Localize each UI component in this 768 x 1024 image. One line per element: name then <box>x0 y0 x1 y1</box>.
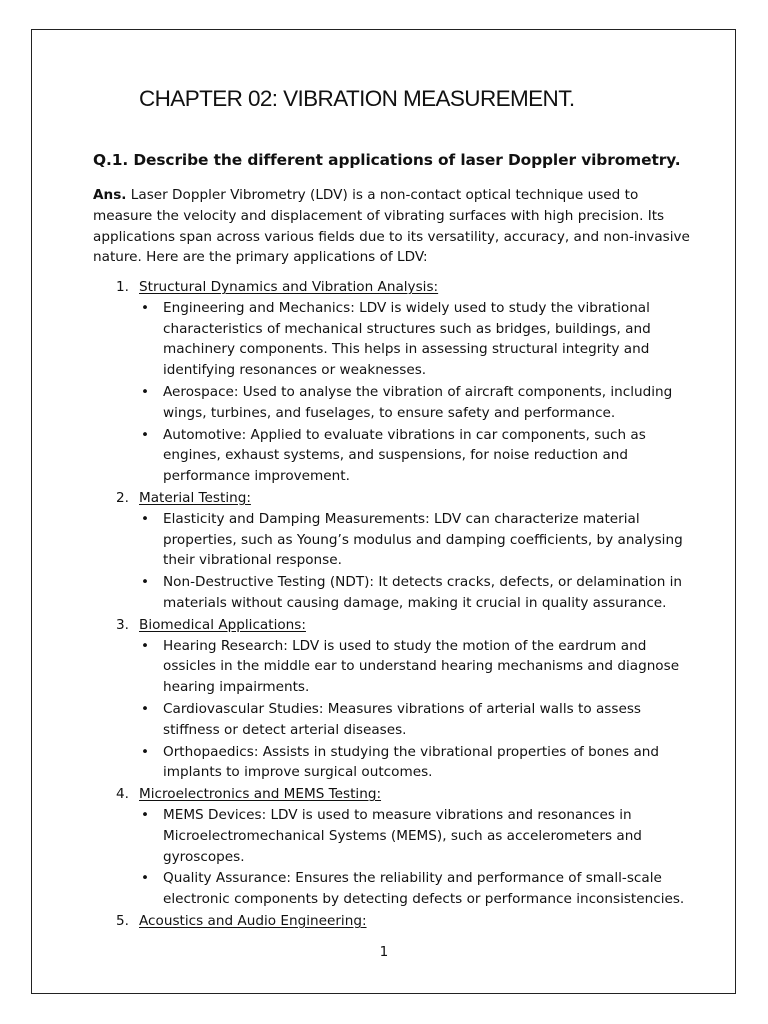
bullet-text: Elasticity and Damping Measurements: LDV can characterize material properties, such as Young’s modulus and damping coefficients, by analysing their vibrational response. <box>163 510 683 569</box>
section-title: Acoustics and Audio Engineering: <box>139 912 367 929</box>
bullet-item <box>93 636 693 698</box>
section-title: Material Testing: <box>139 489 251 506</box>
bullet-text: Quality Assurance: Ensures the reliability and performance of small-scale electronic components by detecting defects or performance inconsistencies. <box>163 870 685 908</box>
section-heading <box>93 277 693 298</box>
section-number: 5. <box>116 912 129 929</box>
bullet-dot-icon: • <box>141 806 150 823</box>
section-number: 2. <box>116 489 129 506</box>
page-number: 1 <box>379 944 389 960</box>
bullet-text: Aerospace: Used to analyse the vibration of aircraft components, including wings, turbines, and fuselages, to ensure safety and performance. <box>163 383 673 421</box>
bullet-text: Cardiovascular Studies: Measures vibrations of arterial walls to assess stiffness or detect arterial diseases. <box>163 700 641 738</box>
bullet-item <box>93 699 693 741</box>
answer-intro <box>93 185 693 268</box>
bullet-item <box>93 298 693 381</box>
question-heading: Q.1. Describe the different applications of laser Doppler vibrometry. <box>93 151 681 169</box>
bullet-text: Engineering and Mechanics: LDV is widely used to study the vibrational characteristics of mechanical structures such as bridges, buildings, and machinery components. This helps in assessing structural integrity and identifying resonances or weaknesses. <box>163 299 651 379</box>
section-heading <box>93 488 693 509</box>
section-heading <box>93 615 693 636</box>
chapter-title: CHAPTER 02: VIBRATION MEASUREMENT. <box>139 86 575 111</box>
bullet-dot-icon: • <box>141 743 150 760</box>
section-title: Microelectronics and MEMS Testing: <box>139 786 382 803</box>
section-number: 1. <box>116 279 129 295</box>
bullet-item <box>93 382 693 424</box>
bullet-item <box>93 868 693 910</box>
bullet-dot-icon: • <box>141 383 150 400</box>
bullet-text: Orthopaedics: Assists in studying the vibrational properties of bones and implants to improve surgical outcomes. <box>163 743 660 781</box>
section-heading <box>93 911 693 932</box>
bullet-item <box>93 509 693 571</box>
bullet-dot-icon: • <box>141 510 150 527</box>
section-number: 3. <box>116 616 129 633</box>
bullet-dot-icon: • <box>141 870 150 887</box>
bullet-dot-icon: • <box>141 574 150 591</box>
bullet-item <box>93 742 693 784</box>
bullet-text: MEMS Devices: LDV is used to measure vibrations and resonances in Microelectromechanical Systems (MEMS), such as accelerometers and gyroscopes. <box>163 806 642 865</box>
bullet-text: Non-Destructive Testing (NDT): It detects cracks, defects, or delamination in materials without causing damage, making it crucial in quality assurance. <box>163 574 683 611</box>
bullet-dot-icon: • <box>141 299 150 316</box>
answer-text: Laser Doppler Vibrometry (LDV) is a non-contact optical technique used to measure the velocity and displacement of vibrating surfaces with high precision. Its applications span across various fields due to its versatility, accuracy, and non-invasive nature. Here are the primary applications of LDV: <box>93 187 690 266</box>
bullet-item <box>93 572 693 614</box>
section-title: Structural Dynamics and Vibration Analysis: <box>139 279 439 295</box>
bullet-text: Hearing Research: LDV is used to study the motion of the eardrum and ossicles in the middle ear to understand hearing mechanisms and diagnose hearing impairments. <box>163 637 680 696</box>
bullet-dot-icon: • <box>141 637 150 654</box>
bullet-dot-icon: • <box>141 426 150 443</box>
section-title: Biomedical Applications: <box>139 616 306 633</box>
applications-list <box>93 277 693 932</box>
section-heading <box>93 784 693 805</box>
bullet-text: Automotive: Applied to evaluate vibrations in car components, such as engines, exhaust systems, and suspensions, for noise reduction and performance improvement. <box>163 426 646 485</box>
answer-label: Ans. <box>93 187 127 203</box>
bullet-dot-icon: • <box>141 700 150 717</box>
section-number: 4. <box>116 786 129 803</box>
bullet-item <box>93 805 693 867</box>
bullet-item <box>93 425 693 487</box>
